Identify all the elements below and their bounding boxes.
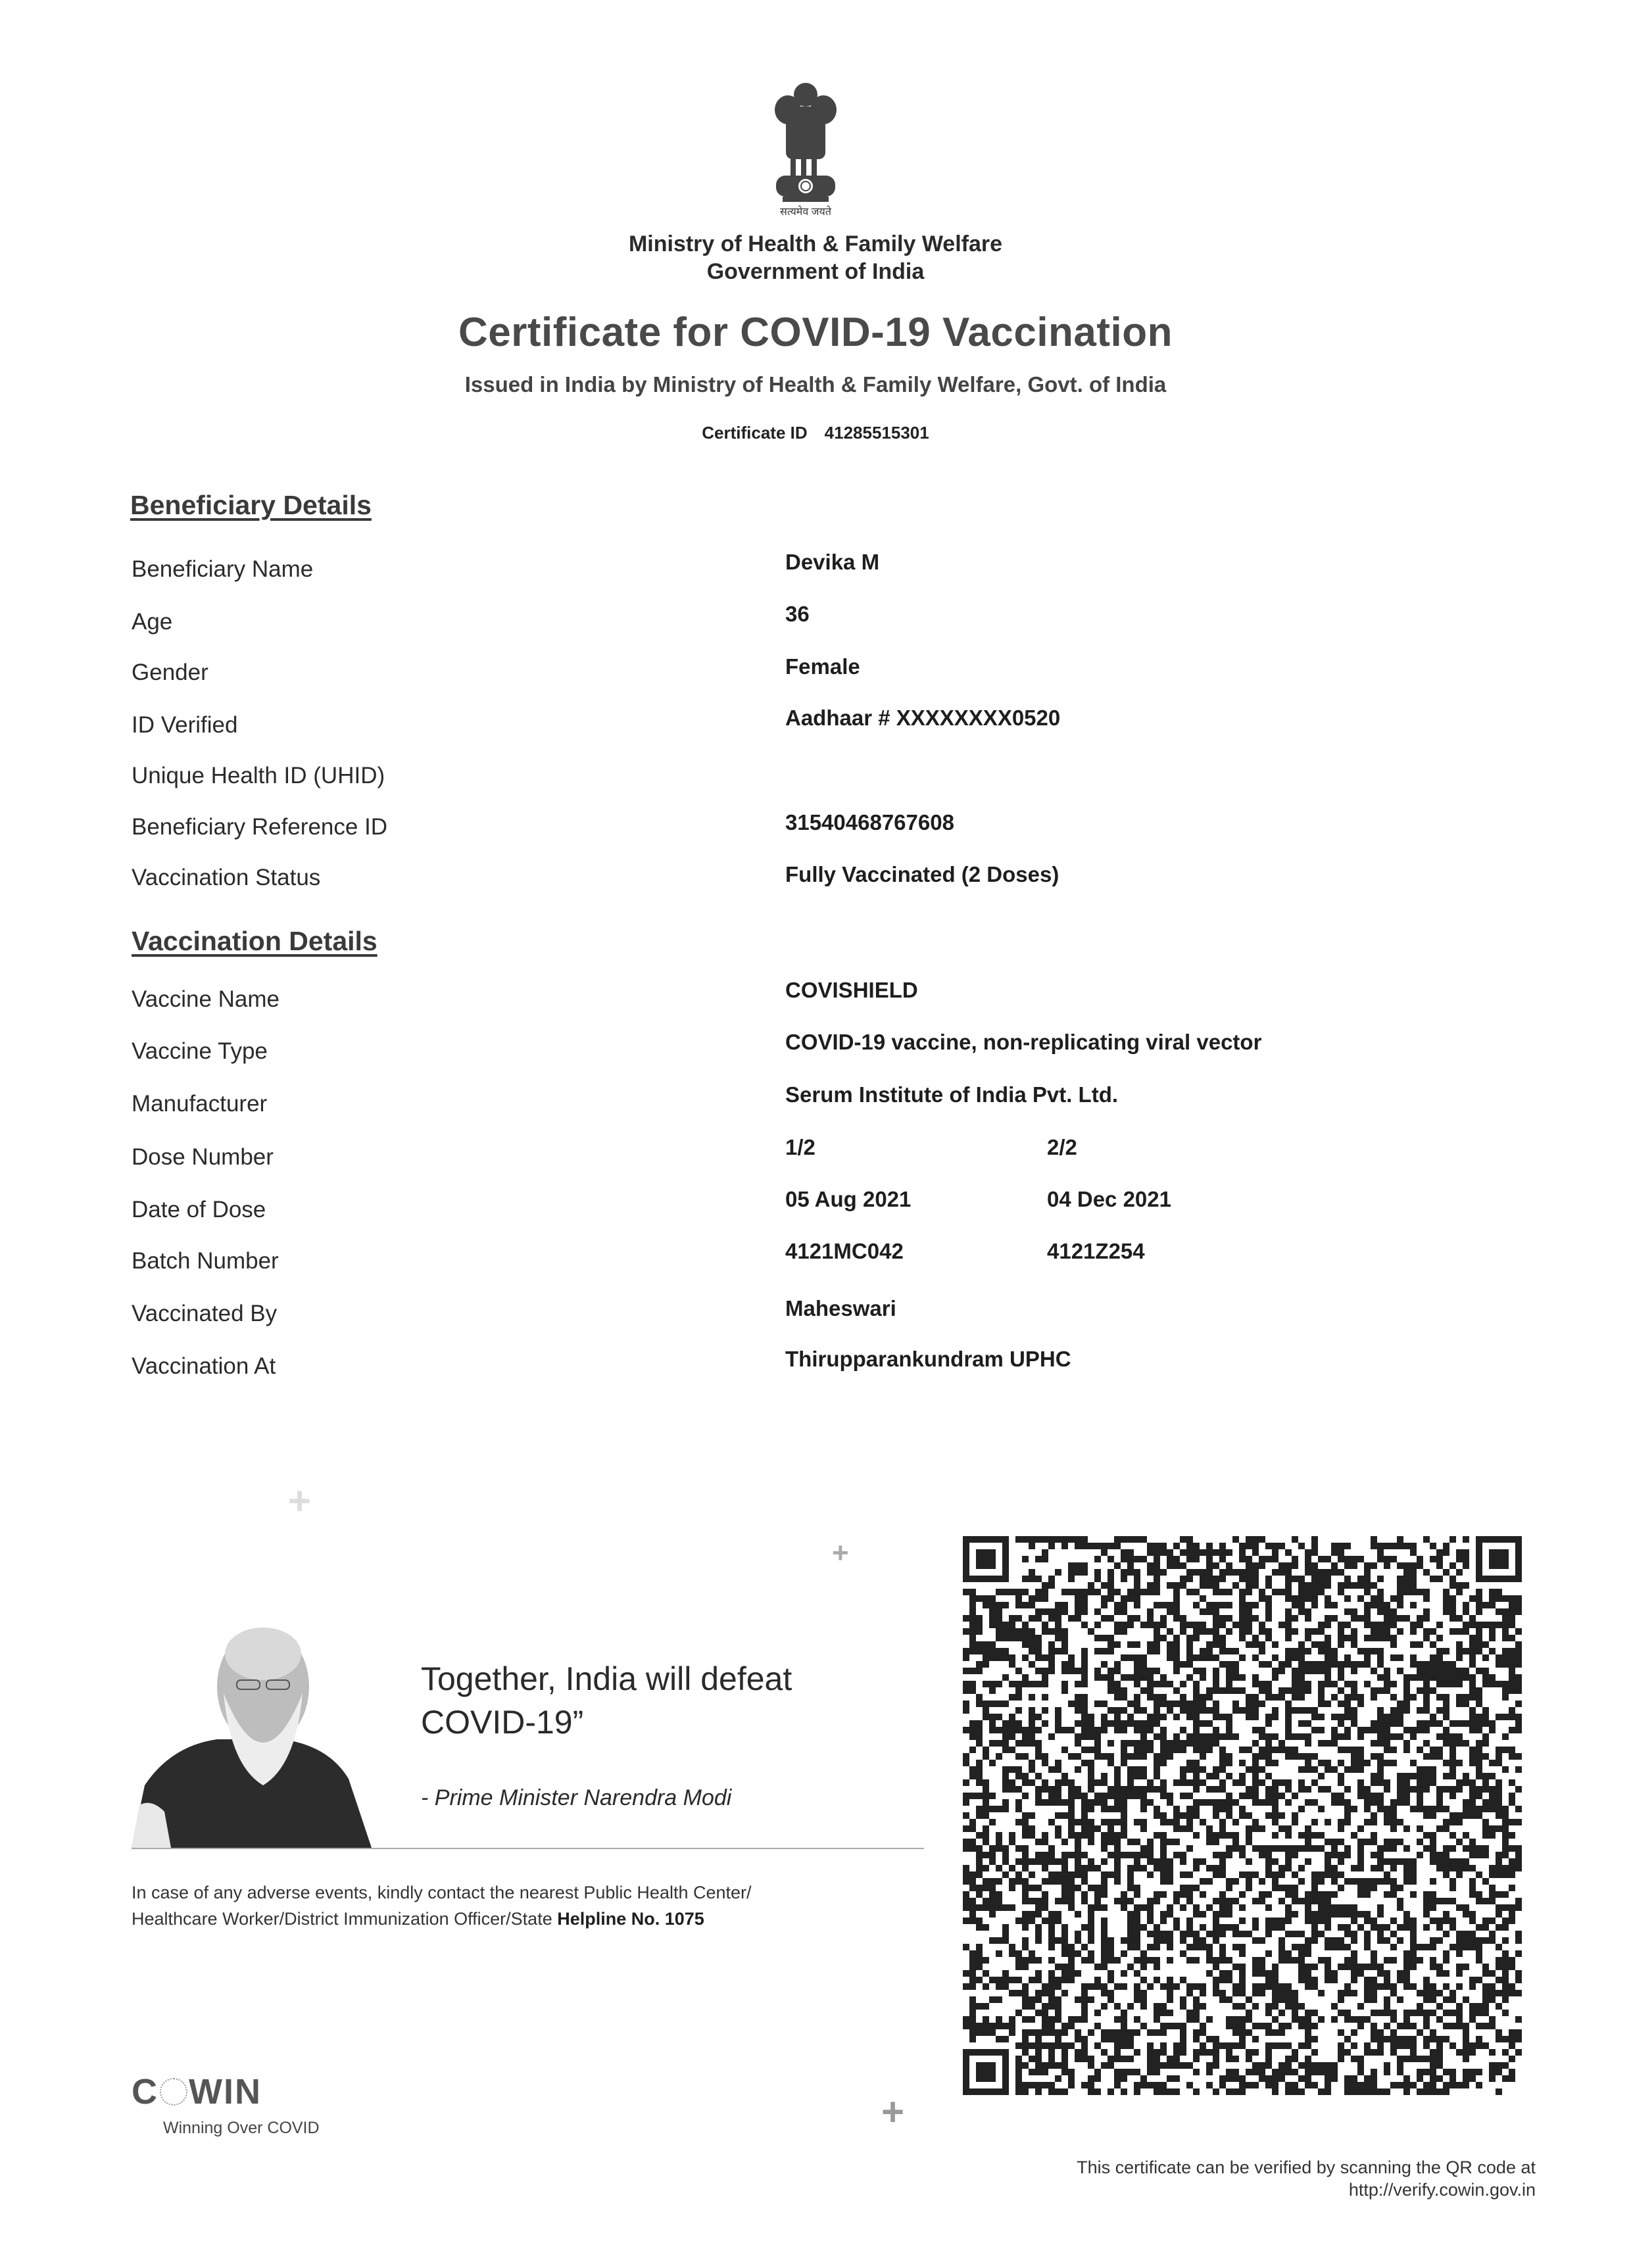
cowin-logo-ring-icon xyxy=(160,2078,187,2106)
pm-quote xyxy=(421,1657,921,1744)
emblem-motto: सत्यमेव जयते xyxy=(780,206,831,218)
value-vaccination-status: Fully Vaccinated (2 Doses) xyxy=(785,862,1059,886)
label-vaccine-type: Vaccine Type xyxy=(132,1038,268,1064)
quote-line-1: Together, India will defeat xyxy=(421,1660,792,1697)
value-beneficiary-name: Devika M xyxy=(785,550,880,574)
helpline-number: Helpline No. 1075 xyxy=(557,1909,704,1929)
label-gender: Gender xyxy=(132,660,208,685)
label-id-verified: ID Verified xyxy=(132,712,238,738)
plus-decoration-icon: + xyxy=(881,2090,905,2134)
label-vaccination-status: Vaccination Status xyxy=(132,865,321,890)
label-beneficiary-name: Beneficiary Name xyxy=(132,556,314,582)
cowin-logo xyxy=(132,2071,262,2112)
value-vaccinated-by: Maheswari xyxy=(785,1296,896,1320)
ministry-line-1: Ministry of Health & Family Welfare xyxy=(628,231,1003,256)
value-date-of-dose-2: 04 Dec 2021 xyxy=(1047,1187,1171,1211)
label-vaccination-at: Vaccination At xyxy=(132,1353,276,1379)
value-vaccine-name: COVISHIELD xyxy=(785,978,918,1002)
value-batch-number-2: 4121Z254 xyxy=(1047,1239,1145,1263)
cowin-logo-win: WIN xyxy=(189,2072,262,2111)
value-beneficiary-reference-id: 31540468767608 xyxy=(785,810,954,834)
certificate-id-value: 41285515301 xyxy=(824,423,929,443)
value-dose-number-2: 2/2 xyxy=(1047,1135,1077,1159)
divider xyxy=(132,1848,924,1849)
adverse-line-2: Healthcare Worker/District Immunization Officer/State xyxy=(132,1909,558,1929)
value-gender: Female xyxy=(785,654,860,679)
certificate-id-label: Certificate ID xyxy=(702,423,808,443)
value-dose-number-1: 1/2 xyxy=(785,1135,816,1159)
quote-attribution: - Prime Minister Narendra Modi xyxy=(421,1785,732,1810)
issued-by-line: Issued in India by Ministry of Health & Family Welfare, Govt. of India xyxy=(464,372,1167,397)
label-uhid: Unique Health ID (UHID) xyxy=(132,763,385,788)
value-id-verified: Aadhaar # XXXXXXXX0520 xyxy=(785,706,1061,730)
label-vaccinated-by: Vaccinated By xyxy=(132,1301,278,1326)
cowin-tagline: Winning Over COVID xyxy=(163,2119,320,2137)
label-age: Age xyxy=(132,609,173,635)
ministry-heading xyxy=(0,230,1631,285)
label-batch-number: Batch Number xyxy=(132,1248,279,1274)
label-beneficiary-reference-id: Beneficiary Reference ID xyxy=(132,814,388,840)
ministry-line-2: Government of India xyxy=(706,259,925,284)
quote-line-2: COVID-19” xyxy=(421,1704,584,1741)
verify-line-1: This certificate can be verified by scanning the QR code at xyxy=(1077,2158,1536,2177)
verification-note xyxy=(973,2156,1536,2201)
label-manufacturer: Manufacturer xyxy=(132,1091,268,1117)
plus-decoration-icon: + xyxy=(288,1479,312,1523)
label-dose-number: Dose Number xyxy=(132,1144,274,1170)
national-emblem-icon xyxy=(763,80,848,212)
adverse-events-notice xyxy=(132,1879,921,1932)
prime-minister-photo xyxy=(132,1614,372,1848)
verification-qr-code[interactable] xyxy=(963,1536,1522,2095)
value-age: 36 xyxy=(785,602,810,626)
value-vaccine-type: COVID-19 vaccine, non-replicating viral vector xyxy=(785,1030,1262,1054)
vaccination-details-heading: Vaccination Details xyxy=(132,926,377,956)
value-date-of-dose-1: 05 Aug 2021 xyxy=(785,1187,912,1211)
value-batch-number-1: 4121MC042 xyxy=(785,1239,904,1263)
label-date-of-dose: Date of Dose xyxy=(132,1197,266,1222)
certificate-id-row xyxy=(0,423,1631,443)
plus-decoration-icon: + xyxy=(832,1537,849,1569)
cowin-logo-c: C xyxy=(132,2072,158,2111)
label-vaccine-name: Vaccine Name xyxy=(132,986,280,1012)
certificate-title: Certificate for COVID-19 Vaccination xyxy=(458,310,1173,355)
adverse-line-1: In case of any adverse events, kindly contact the nearest Public Health Center/ xyxy=(132,1883,752,1902)
beneficiary-details-heading: Beneficiary Details xyxy=(130,490,372,520)
value-manufacturer: Serum Institute of India Pvt. Ltd. xyxy=(785,1082,1119,1107)
value-vaccination-at: Thirupparankundram UPHC xyxy=(785,1347,1071,1371)
verify-url[interactable]: http://verify.cowin.gov.in xyxy=(1348,2180,1536,2200)
